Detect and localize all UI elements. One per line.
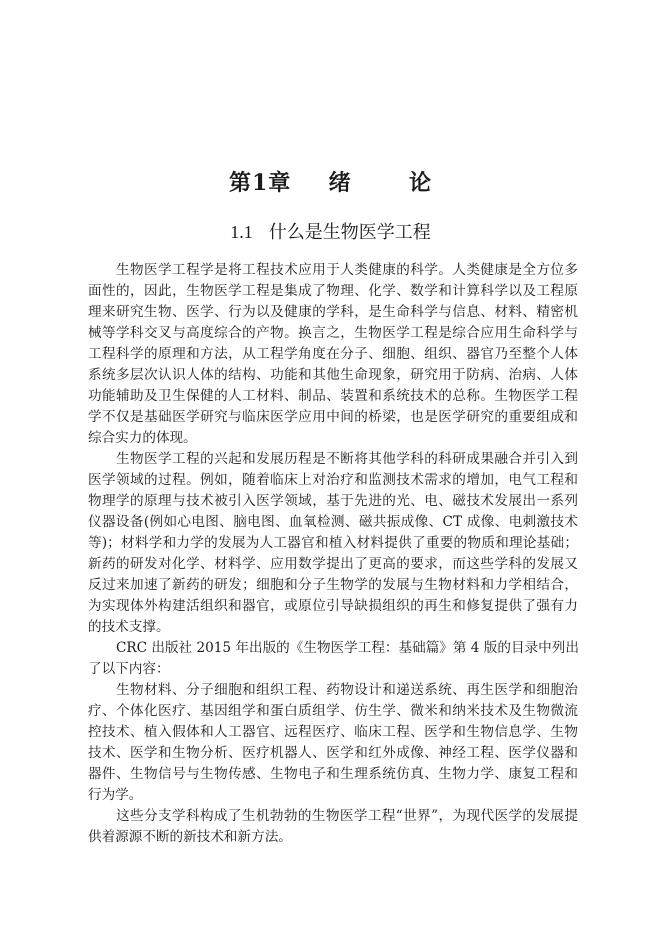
text-line: 面性的，因此，生物医学工程是集成了物理、化学、数学和计算科学以及工程原 bbox=[88, 283, 578, 299]
paragraph bbox=[88, 806, 578, 848]
text-line: CRC 出版社 2015 年出版的《生物医学工程：基础篇》第 4 版的目录中列出 bbox=[116, 640, 579, 656]
section-heading bbox=[0, 218, 661, 244]
text-line: 新药的研发对化学、材料学、应用数学提出了更高的要求，而这些学科的发展又 bbox=[88, 556, 578, 572]
text-line: 理来研究生物、医学、行为以及健康的学科，是生命科学与信息、材料、精密机 bbox=[88, 304, 578, 320]
paragraph bbox=[88, 638, 578, 680]
text-line: 综合实力的体现。 bbox=[88, 430, 197, 446]
chapter-label: 第1章 bbox=[228, 170, 292, 196]
text-line: 疗、个体化医疗、基因组学和蛋白质组学、仿生学、微米和纳米技术及生物微流 bbox=[88, 703, 578, 719]
chapter-title-a: 绪 bbox=[328, 170, 352, 196]
text-line: 物理学的原理与技术被引入医学领域，基于先进的光、电、磁技术发展出一系列 bbox=[88, 493, 578, 509]
text-line: 械等学科交叉与高度综合的产物。换言之，生物医学工程是综合应用生命科学与 bbox=[88, 325, 578, 341]
section-title: 什么是生物医学工程 bbox=[268, 222, 431, 243]
text-line: 的技术支撑。 bbox=[88, 619, 170, 635]
text-line: 器件、生物信号与生物传感、生物电子和生理系统仿真、生物力学、康复工程和 bbox=[88, 766, 578, 782]
body-text bbox=[88, 260, 578, 848]
text-line: 技术、医学和生物分析、医疗机器人、医学和红外成像、神经工程、医学仪器和 bbox=[88, 745, 578, 761]
text-line: 反过来加速了新药的研发；细胞和分子生物学的发展与生物材料和力学相结合， bbox=[88, 577, 578, 593]
chapter-title-b: 论 bbox=[409, 170, 433, 196]
text-line: 学不仅是基础医学研究与临床医学应用中间的桥梁，也是医学研究的重要组成和 bbox=[88, 409, 578, 425]
text-line: 系统多层次认识人体的结构、功能和其他生命现象，研究用于防病、治病、人体 bbox=[88, 367, 578, 383]
chapter-title bbox=[0, 166, 661, 197]
text-line: 这些分支学科构成了生机勃勃的生物医学工程“世界”，为现代医学的发展提 bbox=[116, 808, 578, 824]
text-line: 生物材料、分子细胞和组织工程、药物设计和递送系统、再生医学和细胞治 bbox=[116, 682, 578, 698]
text-line: 控技术、植入假体和人工器官、远程医疗、临床工程、医学和生物信息学、生物 bbox=[88, 724, 578, 740]
text-line: 医学领域的过程。例如，随着临床上对治疗和监测技术需求的增加，电气工程和 bbox=[88, 472, 578, 488]
paragraph bbox=[88, 260, 578, 449]
text-line: 生物医学工程学是将工程技术应用于人类健康的科学。人类健康是全方位多 bbox=[116, 262, 578, 278]
text-line: 行为学。 bbox=[88, 787, 143, 803]
text-line: 供着源源不断的新技术和新方法。 bbox=[88, 829, 292, 845]
text-line: 为实现体外构建活组织和器官，或原位引导缺损组织的再生和修复提供了强有力 bbox=[88, 598, 578, 614]
text-line: 了以下内容： bbox=[88, 661, 170, 677]
text-line: 功能辅助及卫生保健的人工材料、制品、装置和系统技术的总称。生物医学工程 bbox=[88, 388, 578, 404]
text-line: 仪器设备(例如心电图、脑电图、血氧检测、磁共振成像、CT 成像、电刺激技术 bbox=[88, 514, 578, 530]
text-line: 生物医学工程的兴起和发展历程是不断将其他学科的科研成果融合并引入到 bbox=[116, 451, 578, 467]
paragraph bbox=[88, 680, 578, 806]
paragraph bbox=[88, 449, 578, 638]
section-number: 1.1 bbox=[230, 222, 253, 242]
text-line: 等)；材料学和力学的发展为人工器官和植入材料提供了重要的物质和理论基础； bbox=[88, 535, 578, 551]
text-line: 工程科学的原理和方法，从工程学角度在分子、细胞、组织、器官乃至整个人体 bbox=[88, 346, 578, 362]
